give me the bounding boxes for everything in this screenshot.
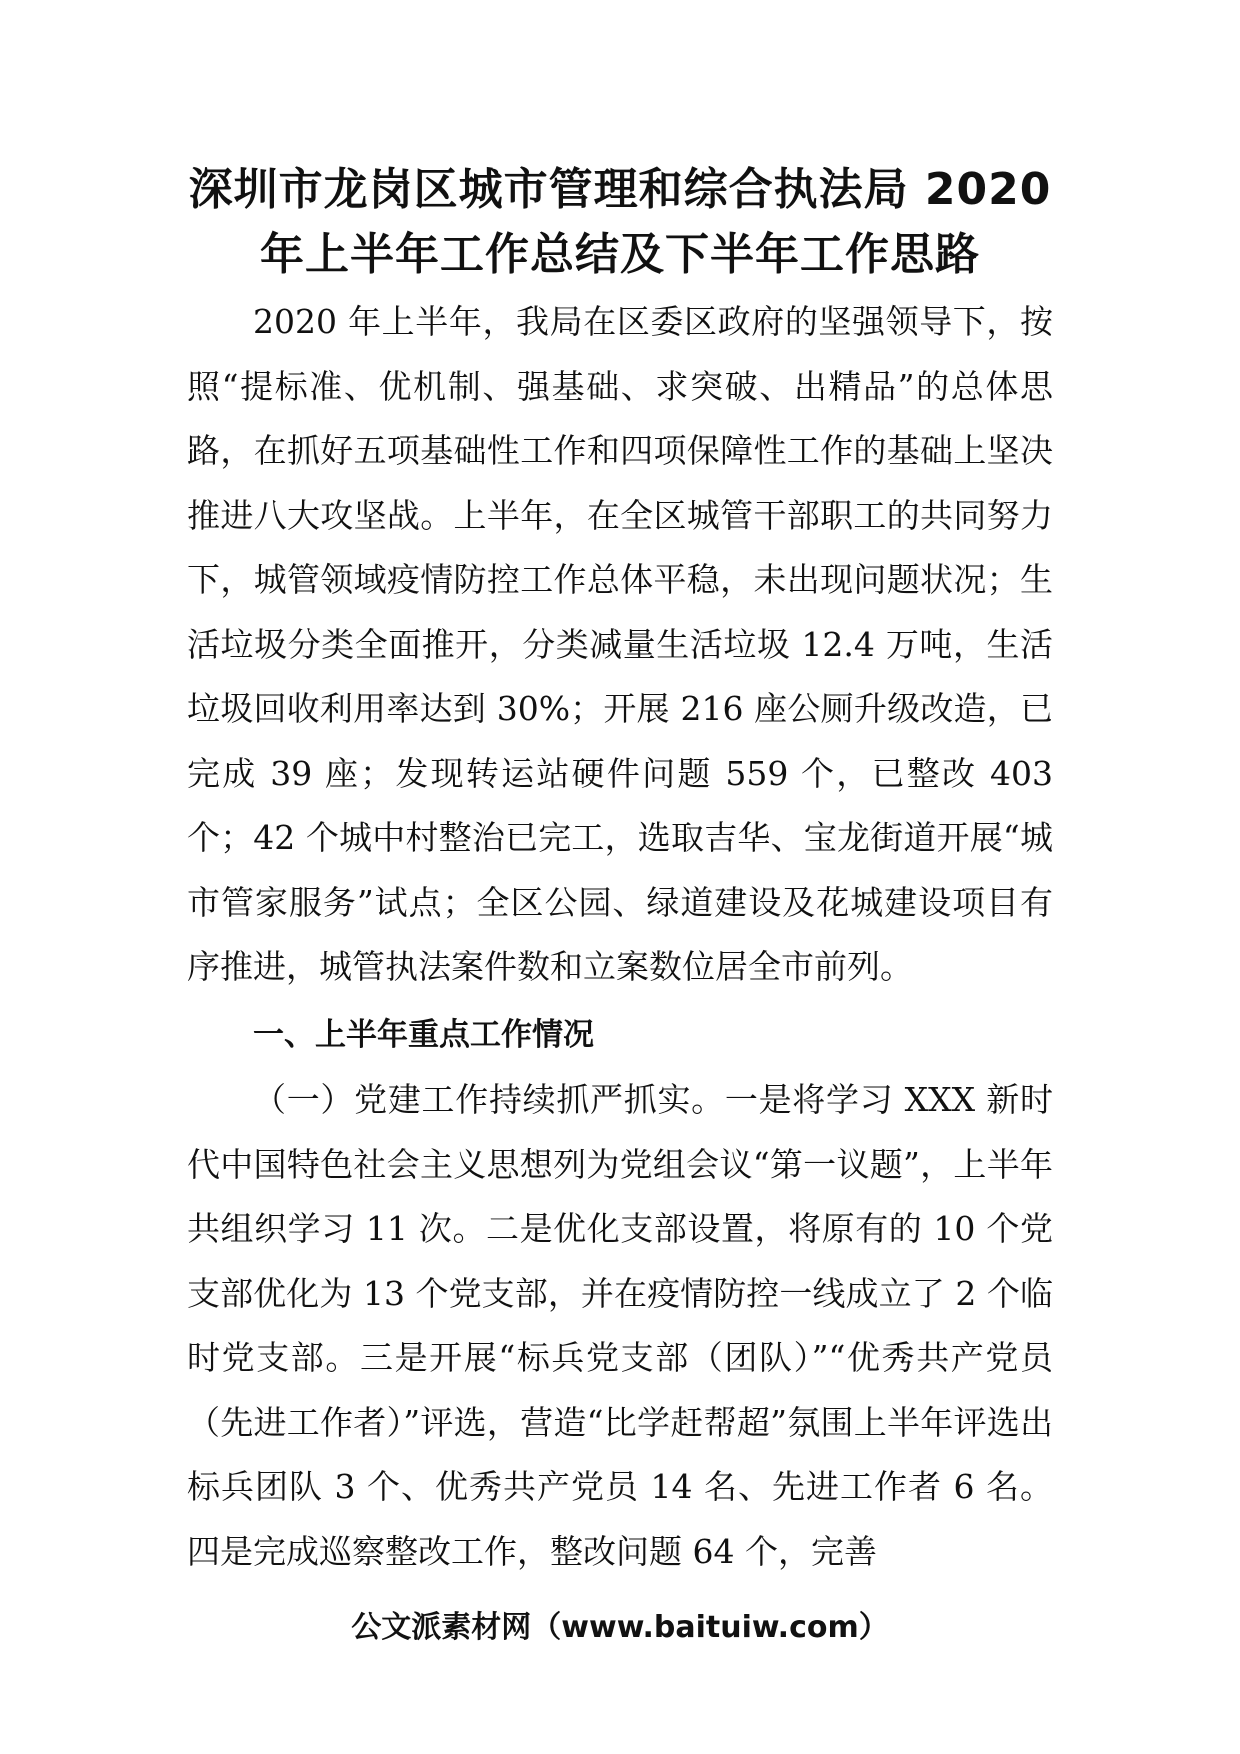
document-title-line-1: 深圳市龙岗区城市管理和综合执法局 2020 [188, 164, 1052, 215]
section-paragraph: （一）党建工作持续抓严抓实。一是将学习 XXX 新时代中国特色社会主义思想列为党组会议“第一议题”，上半年共组织学习 11 次。二是优化支部设置，将原有的 10 个党支部优化为 13 个党支部，并在疫情防控一线成立了 2 个临时党支部。三是开展“标兵党支部（团队）”“优秀共产党员（先进工作者）”评选，营造“比学赶帮超”氛围上半年评选出标兵团队 3 个、优秀共产党员 14 名、先进工作者 6 名。四是完成巡察整改工作，整改问题 64 个，完善 [187, 1080, 1053, 1571]
section-heading: 一、上半年重点工作情况 [253, 1017, 594, 1053]
footer-watermark: 公文派素材网（www.baituiw.com） [351, 1610, 889, 1645]
document-title-line-2: 年上半年工作总结及下半年工作思路 [260, 229, 980, 280]
intro-paragraph: 2020 年上半年，我局在区委区政府的坚强领导下，按照“提标准、优机制、强基础、求突破、出精品”的总体思路，在抓好五项基础性工作和四项保障性工作的基础上坚决推进八大攻坚战。上半年，在全区城管干部职工的共同努力下，城管领域疫情防控工作总体平稳，未出现问题状况；生活垃圾分类全面推开，分类减量生活垃圾 12.4 万吨，生活垃圾回收利用率达到 30%；开展 216 座公厕升级改造，已完成 39 座；发现转运站硬件问题 559 个，已整改 403 个；42 个城中村整治已完工，选取吉华、宝龙街道开展“城市管家服务”试点；全区公园、绿道建设及花城建设项目有序推进，城管执法案件数和立案数位居全市前列。 [187, 302, 1053, 986]
